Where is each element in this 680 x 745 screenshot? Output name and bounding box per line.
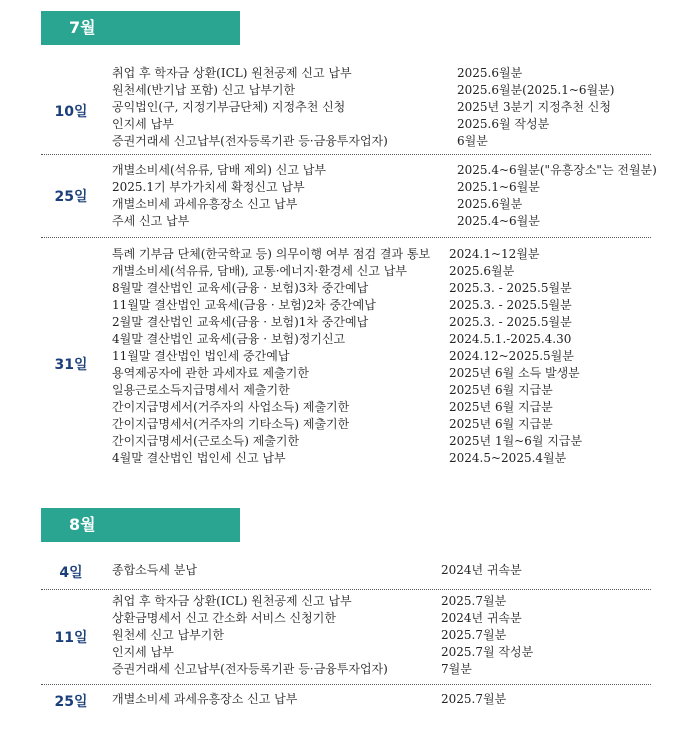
- period-text: 7월분: [441, 662, 472, 676]
- period-text: 2024.5~2025.4월분: [449, 451, 567, 465]
- schedule-row: [0, 450, 680, 467]
- task-text: 개별소비세(석유류, 담배), 교통·에너지·환경세 신고 납부: [112, 264, 407, 278]
- day-label: 10일: [54, 104, 88, 120]
- task-text: 11월말 결산법인 법인세 중간예납: [112, 349, 290, 363]
- schedule-row: [0, 610, 680, 627]
- task-text: 원천세 신고 납부기한: [112, 628, 224, 642]
- schedule-row: [0, 382, 680, 399]
- task-text: 간이지급명세서(거주자의 기타소득) 제출기한: [112, 417, 350, 431]
- schedule-row: [0, 213, 680, 230]
- day-label: 4일: [59, 565, 83, 581]
- schedule-row: [0, 65, 680, 82]
- task-text: 개별소비세 과세유흥장소 신고 납부: [112, 692, 298, 706]
- period-text: 2025년 3분기 지정추천 신청: [457, 100, 611, 114]
- schedule-row: [0, 179, 680, 196]
- schedule-row: [0, 280, 680, 297]
- period-text: 2025.7월분: [441, 628, 507, 642]
- period-text: 2025.3. - 2025.5월분: [449, 281, 572, 295]
- period-text: 2025.6월분: [457, 66, 523, 80]
- task-text: 4월말 결산법인 교육세(금융 · 보험)정기신고: [112, 332, 346, 346]
- period-text: 2025.6월분: [457, 197, 523, 211]
- dotted-divider: [41, 237, 651, 238]
- schedule-row: [0, 562, 680, 579]
- period-text: 2024년 귀속분: [441, 563, 522, 577]
- period-text: 6월분: [457, 134, 488, 148]
- task-text: 용역제공자에 관한 과세자료 제출기한: [112, 366, 309, 380]
- period-text: 2025년 6월 지급분: [449, 417, 553, 431]
- schedule-row: [0, 433, 680, 450]
- schedule-row: [0, 263, 680, 280]
- task-text: 개별소비세(석유류, 담배 제외) 신고 납부: [112, 163, 326, 177]
- period-text: 2025.7월분: [441, 594, 507, 608]
- schedule-row: [0, 399, 680, 416]
- period-text: 2025년 6월 소득 발생분: [449, 366, 580, 380]
- schedule-row: [0, 348, 680, 365]
- schedule-row: [0, 661, 680, 678]
- period-text: 2025.3. - 2025.5월분: [449, 298, 572, 312]
- task-text: 인지세 납부: [112, 117, 174, 131]
- schedule-row: [0, 691, 680, 708]
- period-text: 2025.3. - 2025.5월분: [449, 315, 572, 329]
- period-text: 2025년 6월 지급분: [449, 383, 553, 397]
- day-label: 25일: [54, 694, 88, 710]
- schedule-row: [0, 314, 680, 331]
- task-text: 취업 후 학자금 상환(ICL) 원천공제 신고 납부: [112, 594, 352, 608]
- day-label: 25일: [54, 189, 88, 205]
- period-text: 2025년 1월~6월 지급분: [449, 434, 583, 448]
- schedule-row: [0, 99, 680, 116]
- task-text: 11월말 결산법인 교육세(금융 · 보험)2차 중간예납: [112, 298, 376, 312]
- period-text: 2025.4~6월분("유흥장소"는 전월분): [457, 163, 657, 177]
- task-text: 종합소득세 분납: [112, 563, 197, 577]
- task-text: 공익법인(구, 지정기부금단체) 지정추천 신청: [112, 100, 346, 114]
- day-label: 31일: [54, 357, 88, 373]
- schedule-row: [0, 297, 680, 314]
- task-text: 원천세(반기납 포함) 신고 납부기한: [112, 83, 296, 97]
- task-text: 8월말 결산법인 교육세(금융 · 보험)3차 중간예납: [112, 281, 369, 295]
- schedule-row: [0, 627, 680, 644]
- schedule-row: [0, 196, 680, 213]
- schedule-row: [0, 116, 680, 133]
- schedule-row: [0, 133, 680, 150]
- period-text: 2025.6월분(2025.1~6월분): [457, 83, 615, 97]
- dotted-divider: [41, 154, 651, 155]
- period-text: 2025.1~6월분: [457, 180, 540, 194]
- schedule-row: [0, 246, 680, 263]
- task-text: 인지세 납부: [112, 645, 174, 659]
- period-text: 2024년 귀속분: [441, 611, 522, 625]
- task-text: 증권거래세 신고납부(전자등록기관 등·금융투자업자): [112, 662, 388, 676]
- month-title: 8월: [69, 515, 96, 534]
- dotted-divider: [41, 684, 651, 685]
- period-text: 2024.12~2025.5월분: [449, 349, 574, 363]
- task-text: 간이지급명세서(근로소득) 제출기한: [112, 434, 300, 448]
- task-text: 개별소비세 과세유흥장소 신고 납부: [112, 197, 298, 211]
- task-text: 주세 신고 납부: [112, 214, 190, 228]
- period-text: 2025.6월분: [449, 264, 515, 278]
- schedule-row: [0, 644, 680, 661]
- schedule-row: [0, 416, 680, 433]
- month-title: 7월: [69, 18, 96, 37]
- schedule-row: [0, 593, 680, 610]
- task-text: 상환금명세서 신고 간소화 서비스 신청기한: [112, 611, 336, 625]
- period-text: 2025년 6월 지급분: [449, 400, 553, 414]
- period-text: 2025.4~6월분: [457, 214, 540, 228]
- task-text: 2025.1기 부가가치세 확정신고 납부: [112, 180, 305, 194]
- task-text: 4월말 결산법인 법인세 신고 납부: [112, 451, 286, 465]
- task-text: 특례 기부금 단체(한국학교 등) 의무이행 여부 점검 결과 통보: [112, 247, 431, 261]
- schedule-row: [0, 162, 680, 179]
- day-label: 11일: [54, 630, 88, 646]
- period-text: 2025.7월 작성분: [441, 645, 534, 659]
- task-text: 2월말 결산법인 교육세(금융 · 보험)1차 중간예납: [112, 315, 369, 329]
- period-text: 2024.5.1.-2025.4.30: [449, 332, 572, 346]
- schedule-row: [0, 331, 680, 348]
- dotted-divider: [41, 589, 651, 590]
- task-text: 취업 후 학자금 상환(ICL) 원천공제 신고 납부: [112, 66, 352, 80]
- month-header-august: [41, 508, 240, 542]
- schedule-row: [0, 82, 680, 99]
- task-text: 일용근로소득지급명세서 제출기한: [112, 383, 290, 397]
- task-text: 간이지급명세서(거주자의 사업소득) 제출기한: [112, 400, 350, 414]
- month-header-july: [41, 11, 240, 45]
- schedule-row: [0, 365, 680, 382]
- period-text: 2025.7월분: [441, 692, 507, 706]
- task-text: 증권거래세 신고납부(전자등록기관 등·금융투자업자): [112, 134, 388, 148]
- period-text: 2025.6월 작성분: [457, 117, 550, 131]
- period-text: 2024.1~12월분: [449, 247, 540, 261]
